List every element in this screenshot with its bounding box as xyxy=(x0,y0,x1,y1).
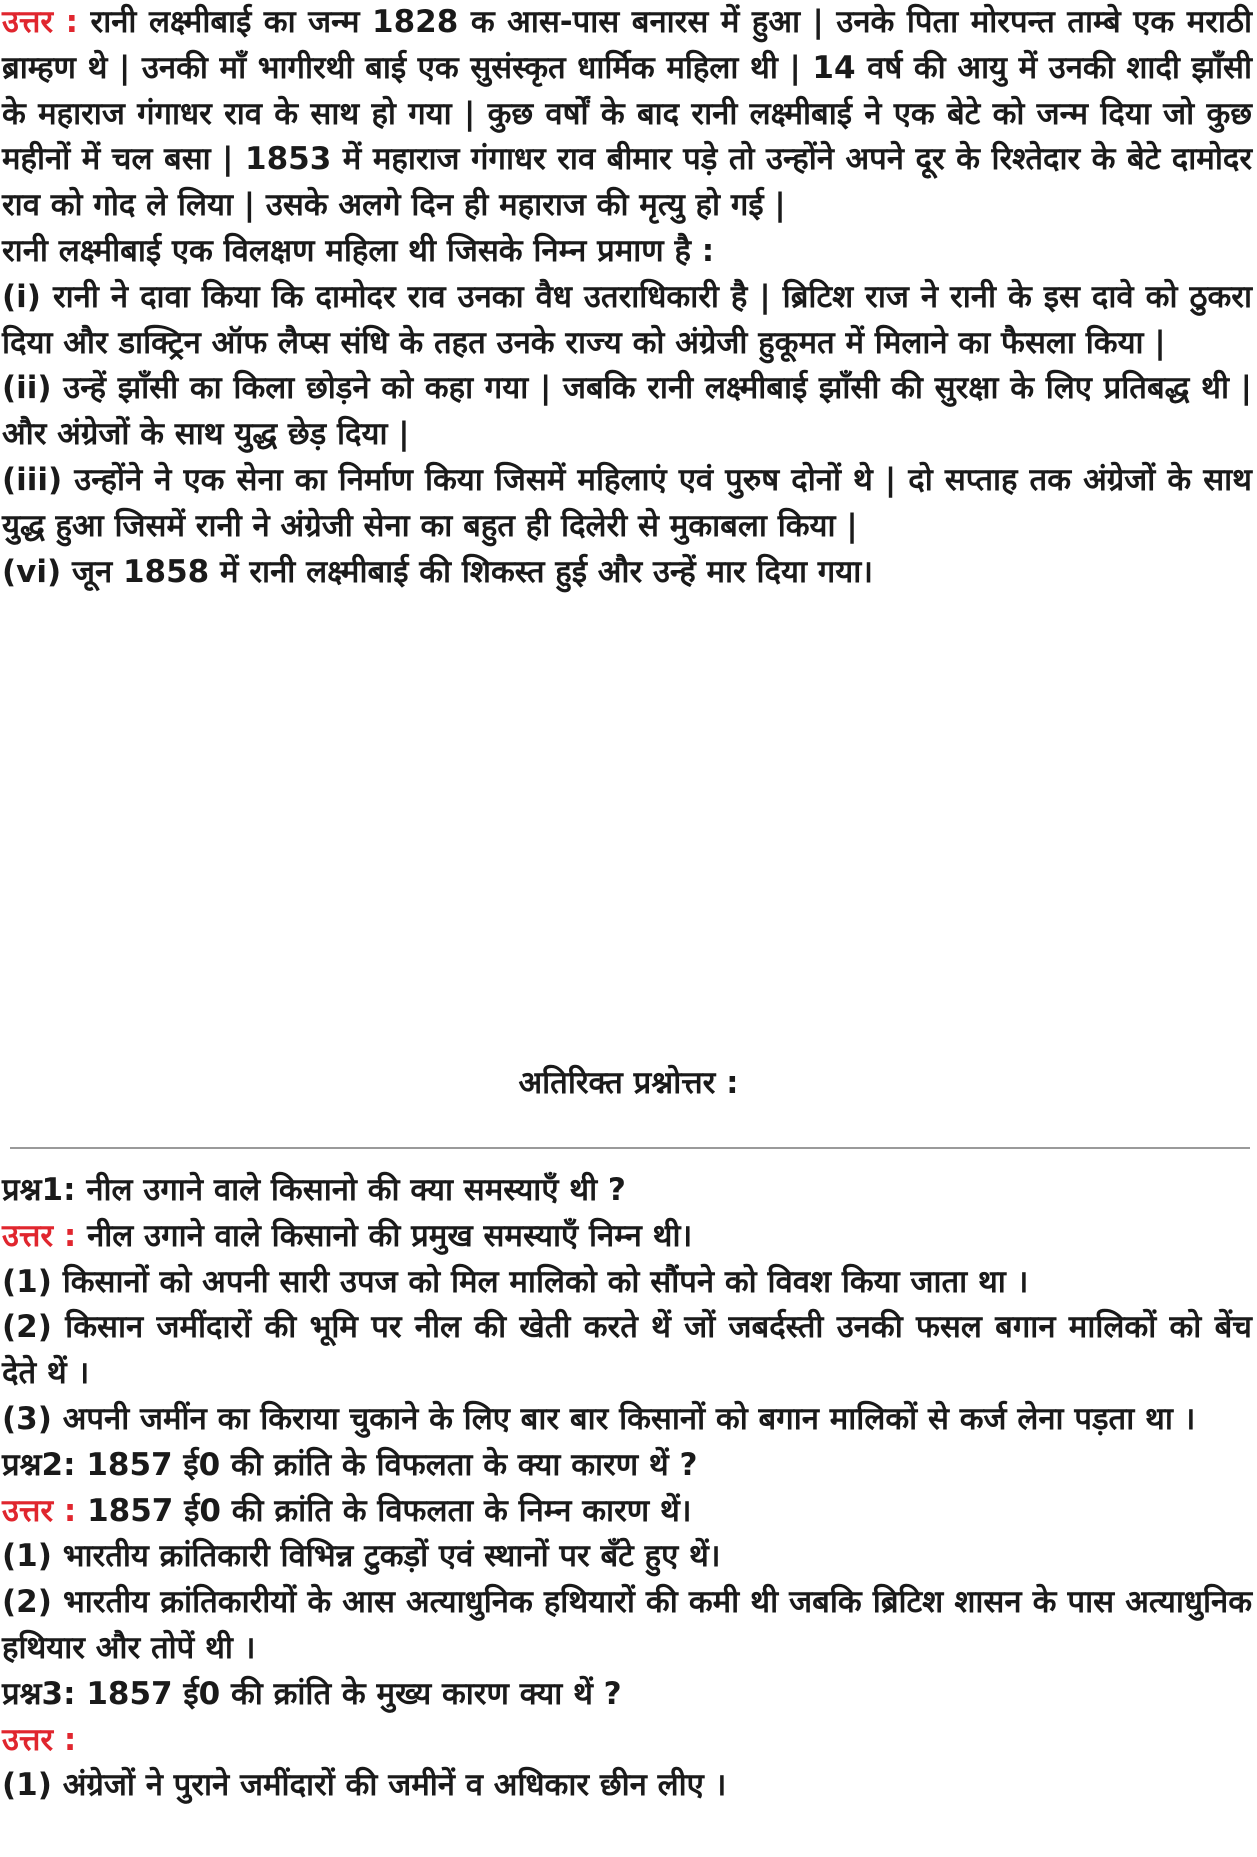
extra-qa-section xyxy=(2,1168,1252,1809)
answer-3-point: (1) अंग्रेजों ने पुराने जमींदारों की जमीनें व अधिकार छीन लीए । xyxy=(2,1767,727,1804)
answer-2-point: (2) भारतीय क्रांतिकारीयों के आस अत्याधुनिक हथियारों की कमी थी जबकि ब्रिटिश शासन के पास अत्याधुनिक हथियार और तोपें थी । xyxy=(2,1584,1252,1666)
section-heading: अतिरिक्त प्रश्नोत्तर : xyxy=(518,1065,739,1101)
answer-2-text: 1857 ई0 की क्रांति के विफलता के निम्न कारण थें। xyxy=(87,1492,692,1529)
answer-2 xyxy=(2,1489,1252,1535)
answer-point: (ii) उन्हें झाँसी का किला छोड़ने को कहा गया | जबकि रानी लक्ष्मीबाई झाँसी की सुरक्षा के लिए प्रतिबद्ध थी | और अंग्रेजों के साथ युद्ध छेड़ दिया | xyxy=(2,370,1252,453)
divider-line xyxy=(10,1147,1250,1149)
answer-lead-line: रानी लक्ष्मीबाई एक विलक्षण महिला थी जिसके निम्न प्रमाण है : xyxy=(2,232,715,269)
answer-1-point: (1) किसानों को अपनी सारी उपज को मिल मालिको को सौंपने को विवश किया जाता था । xyxy=(2,1263,1029,1300)
answer-point: (i) रानी ने दावा किया कि दामोदर राव उनका वैध उतराधिकारी है | ब्रिटिश राज ने रानी के इस दावे को ठुकरा दिया और डाक्ट्रिन ऑफ लैप्स संधि के तहत उनके राज्य को अंग्रेजी हुकूमत में मिलाने का फैसला किया | xyxy=(2,278,1252,361)
question-1: प्रश्न1: नील उगाने वाले किसानो की क्या समस्याएँ थी ? xyxy=(2,1172,626,1208)
question-2: प्रश्न2: 1857 ई0 की क्रांति के विफलता के क्या कारण थें ? xyxy=(2,1446,698,1483)
answer-3 xyxy=(2,1718,1252,1764)
answer-intro-text: रानी लक्ष्मीबाई का जन्म 1828 क आस-पास बनारस में हुआ | उनके पिता मोरपन्त ताम्बे एक मराठी ब्राम्हण थे | उनकी माँ भागीरथी बाई एक सुसंस्कृत धार्मिक महिला थी | 14 वर्ष की आयु में उनकी शादी झाँसी के महाराज गंगाधर राव के साथ हो गया | कुछ वर्षों के बाद रानी लक्ष्मीबाई ने एक बेटे को जन्म दिया जो कुछ महीनों में चल बसा | 1853 में महाराज गंगाधर राव बीमार पड़े तो उन्होंने अपने दूर के रिश्तेदार के बेटे दामोदर राव को गोद ले लिया | उसके अलगे दिन ही महाराज की मृत्यु हो गई | xyxy=(2,4,1252,224)
answer-1-point: (2) किसान जमींदारों की भूमि पर नील की खेती करते थें जों जबर्दस्ती उनकी फसल बगान मालिकों को बेंच देते थें । xyxy=(2,1309,1252,1392)
answer-point: (vi) जून 1858 में रानी लक्ष्मीबाई की शिकस्त हुई और उन्हें मार दिया गया। xyxy=(2,553,873,590)
answer-1-text: नील उगाने वाले किसानो की प्रमुख समस्याएँ निम्न थी। xyxy=(87,1217,693,1254)
answer-point: (iii) उन्होंने ने एक सेना का निर्माण किया जिसमें महिलाएं एवं पुरुष दोनों थे | दो सप्ताह तक अंग्रेजों के साथ युद्ध हुआ जिसमें रानी ने अंग्रेजी सेना का बहुत ही दिलेरी से मुकाबला किया | xyxy=(2,461,1252,544)
answer-1 xyxy=(2,1214,1252,1260)
answer-label: उत्तर : xyxy=(2,1721,77,1758)
answer-label: उत्तर : xyxy=(2,4,78,40)
answer-section xyxy=(2,0,1252,595)
answer-1-point: (3) अपनी जमींन का किराया चुकाने के लिए बार बार किसानों को बगान मालिकों से कर्ज लेना पड़ता था । xyxy=(2,1400,1196,1437)
answer-label: उत्तर : xyxy=(2,1217,77,1254)
answer-intro-paragraph xyxy=(2,0,1252,229)
answer-2-point: (1) भारतीय क्रांतिकारी विभिन्न टुकड़ों एवं स्थानों पर बँटे हुए थें। xyxy=(2,1538,721,1575)
question-3: प्रश्न3: 1857 ई0 की क्रांति के मुख्य कारण क्या थें ? xyxy=(2,1675,622,1712)
answer-label: उत्तर : xyxy=(2,1492,77,1529)
